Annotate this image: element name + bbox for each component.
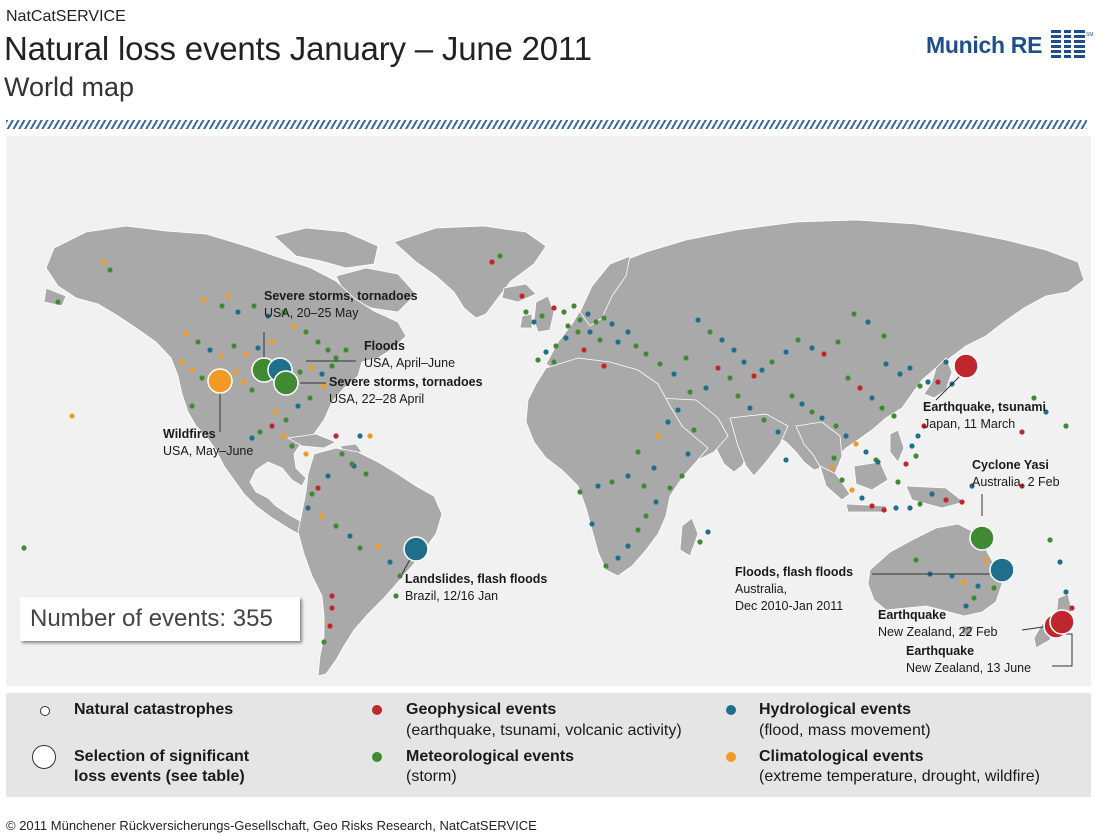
meteorological-event-dot [329, 363, 334, 368]
legend-meteorological-sub: (storm) [406, 768, 457, 785]
natural-catastrophe-dot-icon [40, 706, 50, 716]
hydrological-event-dot [695, 317, 700, 322]
climatological-event-dot [101, 259, 106, 264]
madagascar-shape [680, 518, 698, 556]
hydrological-event-dot [295, 403, 300, 408]
label-nz-june-title: Earthquake [906, 644, 975, 658]
hydrological-event-dot [587, 329, 592, 334]
geophysical-dot-icon [372, 705, 382, 715]
meteorological-event-dot [913, 453, 918, 458]
legend-geophysical-title: Geophysical events [406, 701, 557, 718]
climatological-event-dot [179, 359, 184, 364]
label-aus-floods [735, 564, 853, 615]
label-wildfires-detail: USA, May–June [163, 444, 254, 458]
meteorological-event-dot [309, 491, 314, 496]
event-marker-storms-april [274, 371, 298, 395]
meteorological-event-dot [561, 309, 566, 314]
meteorological-event-dot [539, 313, 544, 318]
meteorological-event-dot [577, 317, 582, 322]
meteorological-event-dot [1063, 423, 1068, 428]
meteorological-event-dot [601, 315, 606, 320]
hydrological-event-dot [865, 319, 870, 324]
climatological-event-dot [233, 369, 238, 374]
events-count: Number of events: 355 [30, 605, 273, 632]
meteorological-event-dot [691, 427, 696, 432]
hydrological-event-dot [907, 505, 912, 510]
hydrological-event-dot [783, 457, 788, 462]
climatological-event-dot [269, 339, 274, 344]
hydrological-event-dot [357, 433, 362, 438]
hydrological-event-dot [325, 473, 330, 478]
hydrological-event-dot [543, 349, 548, 354]
climatological-event-dot [243, 351, 248, 356]
hydrological-event-dot [665, 419, 670, 424]
climatological-dot-icon [726, 752, 736, 762]
label-nz-feb-detail: New Zealand, 22 Feb [878, 625, 998, 639]
hydrological-event-dot [625, 329, 630, 334]
meteorological-event-dot [895, 479, 900, 484]
borneo-shape [854, 462, 888, 490]
label-nz-june-detail: New Zealand, 13 June [906, 661, 1032, 675]
climatological-event-dot [849, 487, 854, 492]
geophysical-event-dot [601, 363, 606, 368]
meteorological-event-dot [597, 337, 602, 342]
event-marker-japan [954, 354, 978, 378]
hydrological-event-dot [929, 491, 934, 496]
label-floods-usa-title: Floods [364, 339, 405, 353]
hydrological-event-dot [703, 385, 708, 390]
meteorological-event-dot [667, 485, 672, 490]
meteorological-event-dot [697, 539, 702, 544]
meteorological-event-dot [397, 573, 402, 578]
meteorological-event-dot [349, 461, 354, 466]
hydrological-event-dot [809, 345, 814, 350]
meteorological-event-dot [707, 329, 712, 334]
label-nz-feb-title: Earthquake [878, 608, 947, 622]
meteorological-event-dot [917, 383, 922, 388]
label-storms-april-detail: USA, 22–28 April [329, 392, 425, 406]
label-aus-floods-detail-1: Australia, [735, 582, 788, 596]
legend-hydrological-sub: (flood, mass movement) [759, 722, 931, 739]
logo-sm-mark: SM [1086, 32, 1094, 38]
climatological-event-dot [655, 433, 660, 438]
hydrological-event-dot [615, 555, 620, 560]
label-aus-floods-detail-2: Dec 2010-Jan 2011 [735, 599, 844, 613]
hydrological-event-dot [585, 311, 590, 316]
page-subtitle: World map [4, 72, 135, 102]
meteorological-event-dot [249, 387, 254, 392]
hydrological-event-dot [759, 367, 764, 372]
climatological-event-dot [69, 413, 74, 418]
meteorological-event-dot [795, 337, 800, 342]
meteorological-event-dot [195, 339, 200, 344]
hydrological-event-dot [705, 529, 710, 534]
meteorological-event-dot [393, 593, 398, 598]
label-storms-april-title: Severe storms, tornadoes [329, 375, 483, 389]
meteorological-event-dot [735, 393, 740, 398]
hydrological-event-dot [625, 473, 630, 478]
meteorological-event-dot [231, 343, 236, 348]
service-label: NatCatSERVICE [6, 8, 126, 25]
meteorological-event-dot [679, 473, 684, 478]
meteorological-event-dot [913, 557, 918, 562]
label-storms-may-detail: USA, 20–25 May [264, 306, 359, 320]
aleutians-shape [44, 288, 66, 306]
meteorological-event-dot [633, 343, 638, 348]
logo-text: Munich RE [926, 32, 1043, 58]
label-floods-usa [364, 338, 455, 372]
hydrological-event-dot [651, 465, 656, 470]
hydrological-event-dot [869, 395, 874, 400]
label-floods-usa-detail: USA, April–June [364, 356, 456, 370]
hydrological-event-dot [305, 505, 310, 510]
meteorological-event-dot [635, 449, 640, 454]
hydrological-event-dot [685, 451, 690, 456]
geophysical-event-dot [751, 373, 756, 378]
footer-copyright: © 2011 Münchener Rückversicherungs-Gesellschaft, Geo Risks Research, NatCatSERVICE [6, 818, 537, 833]
label-aus-floods-title: Floods, flash floods [735, 565, 854, 579]
label-yasi [972, 457, 1060, 491]
legend-selection-line1: Selection of significant [74, 748, 250, 765]
legend [6, 693, 1091, 797]
hydrological-event-dot [893, 505, 898, 510]
logo-mark-icon [1051, 30, 1094, 64]
label-nz-feb [878, 607, 998, 641]
climatological-event-dot [853, 441, 858, 446]
label-storms-may [264, 288, 418, 322]
significant-event-circle-icon [32, 745, 56, 769]
label-nz-june [906, 643, 1031, 677]
meteorological-event-dot [609, 479, 614, 484]
hydrological-event-dot [625, 543, 630, 548]
meteorological-event-dot [321, 639, 326, 644]
legend-climatological-sub: (extreme temperature, drought, wildfire) [759, 768, 1040, 785]
south-america-shape [298, 448, 442, 676]
meteorological-event-dot [565, 323, 570, 328]
label-storms-april [329, 374, 483, 408]
meteorological-event-dot [55, 299, 60, 304]
meteorological-event-dot [363, 471, 368, 476]
hydrological-event-dot [915, 433, 920, 438]
geophysical-event-dot [269, 423, 274, 428]
meteorological-event-dot [251, 303, 256, 308]
climatological-event-dot [319, 513, 324, 518]
hydrological-event-dot [1063, 589, 1068, 594]
events-count-box [20, 597, 300, 641]
hydrological-event-dot [925, 379, 930, 384]
meteorological-event-dot [523, 309, 528, 314]
meteorological-event-dot [307, 395, 312, 400]
meteorological-event-dot [831, 455, 836, 460]
meteorological-event-dot [107, 267, 112, 272]
meteorological-event-dot [21, 545, 26, 550]
geophysical-event-dot [857, 385, 862, 390]
meteorological-event-dot [575, 329, 580, 334]
legend-natural-catastrophes: Natural catastrophes [74, 701, 234, 718]
hydrological-event-dot [235, 309, 240, 314]
label-japan-detail: Japan, 11 March [923, 417, 1016, 431]
meteorological-event-dot [257, 429, 262, 434]
meteorological-event-dot [283, 417, 288, 422]
hydrological-event-dot [799, 401, 804, 406]
meteorological-event-dot [333, 355, 338, 360]
meteorological-event-dot [643, 513, 648, 518]
geophysical-event-dot [519, 293, 524, 298]
munich-re-logo [926, 30, 1094, 64]
hydrological-event-dot [897, 371, 902, 376]
climatological-event-dot [961, 579, 966, 584]
meteorological-event-dot [333, 523, 338, 528]
geophysical-event-dot [315, 485, 320, 490]
meteorological-event-dot [789, 393, 794, 398]
hydrological-event-dot [783, 349, 788, 354]
climatological-event-dot [219, 353, 224, 358]
hydrological-event-dot [909, 443, 914, 448]
meteorological-event-dot [325, 347, 330, 352]
meteorological-event-dot [219, 303, 224, 308]
geophysical-event-dot [903, 461, 908, 466]
geophysical-event-dot [715, 365, 720, 370]
meteorological-event-dot [603, 563, 608, 568]
label-japan [923, 399, 1046, 433]
hydrological-event-dot [747, 405, 752, 410]
meteorological-event-dot [571, 303, 576, 308]
meteorological-event-dot [357, 545, 362, 550]
climatological-event-dot [829, 465, 834, 470]
meteorological-event-dot [839, 477, 844, 482]
climatological-event-dot [983, 557, 988, 562]
geophysical-event-dot [821, 351, 826, 356]
meteorological-event-dot [199, 375, 204, 380]
climatological-event-dot [273, 409, 278, 414]
event-marker-brazil [404, 537, 428, 561]
climatological-event-dot [189, 367, 194, 372]
meteorological-dot-icon [372, 752, 382, 762]
hydrological-event-dot [319, 371, 324, 376]
header-divider [6, 120, 1087, 129]
new-guinea-shape [906, 486, 964, 508]
hydrological-event-dot [775, 429, 780, 434]
meteorological-event-dot [835, 339, 840, 344]
meteorological-event-dot [339, 451, 344, 456]
meteorological-event-dot [845, 375, 850, 380]
hydrological-event-dot [609, 321, 614, 326]
legend-hydrological-title: Hydrological events [759, 701, 912, 718]
meteorological-event-dot [577, 489, 582, 494]
meteorological-event-dot [1047, 537, 1052, 542]
climatological-event-dot [375, 543, 380, 548]
meteorological-event-dot [657, 361, 662, 366]
leader-line-nz-june [1052, 634, 1072, 666]
meteorological-event-dot [881, 333, 886, 338]
hydrological-event-dot [975, 583, 980, 588]
label-yasi-title: Cyclone Yasi [972, 458, 1049, 472]
meteorological-event-dot [809, 409, 814, 414]
hydrological-event-dot [207, 347, 212, 352]
legend-meteorological-title: Meteorological events [406, 748, 575, 765]
label-storms-may-title: Severe storms, tornadoes [264, 289, 418, 303]
climatological-event-dot [367, 433, 372, 438]
hydrological-event-dot [883, 361, 888, 366]
geophysical-event-dot [489, 259, 494, 264]
label-wildfires [163, 426, 253, 460]
hydrological-dot-icon [726, 705, 736, 715]
climatological-event-dot [225, 293, 230, 298]
hydrological-event-dot [907, 365, 912, 370]
hydrological-event-dot [1057, 559, 1062, 564]
label-brazil [405, 571, 547, 605]
hydrological-event-dot [863, 449, 868, 454]
meteorological-event-dot [761, 417, 766, 422]
meteorological-event-dot [551, 359, 556, 364]
meteorological-event-dot [833, 423, 838, 428]
climatological-event-dot [281, 433, 286, 438]
geophysical-event-dot [329, 593, 334, 598]
hydrological-event-dot [255, 345, 260, 350]
meteorological-event-dot [991, 585, 996, 590]
meteorological-event-dot [297, 369, 302, 374]
geophysical-event-dot [329, 605, 334, 610]
label-brazil-detail: Brazil, 12/16 Jan [405, 589, 499, 603]
meteorological-event-dot [687, 389, 692, 394]
hydrological-event-dot [615, 339, 620, 344]
hydrological-event-dot [589, 521, 594, 526]
meteorological-event-dot [683, 355, 688, 360]
hydrological-event-dot [875, 459, 880, 464]
page-title: Natural loss events January – June 2011 [4, 30, 592, 67]
hydrological-event-dot [731, 347, 736, 352]
hydrological-event-dot [819, 415, 824, 420]
climatological-event-dot [291, 323, 296, 328]
meteorological-event-dot [553, 343, 558, 348]
legend-selection-line2: loss events (see table) [74, 768, 245, 785]
geophysical-event-dot [943, 497, 948, 502]
meteorological-event-dot [303, 329, 308, 334]
meteorological-event-dot [289, 443, 294, 448]
meteorological-event-dot [635, 527, 640, 532]
climatological-event-dot [183, 331, 188, 336]
hydrological-event-dot [671, 371, 676, 376]
hydrological-event-dot [741, 359, 746, 364]
legend-geophysical-sub: (earthquake, tsunami, volcanic activity) [406, 722, 682, 739]
meteorological-event-dot [971, 595, 976, 600]
meteorological-event-dot [497, 253, 502, 258]
event-marker-wildfires [208, 369, 232, 393]
hydrological-event-dot [387, 559, 392, 564]
climatological-event-dot [321, 383, 326, 388]
hydrological-event-dot [719, 337, 724, 342]
geophysical-event-dot [869, 503, 874, 508]
philippines-shape [890, 430, 904, 462]
geophysical-event-dot [959, 499, 964, 504]
legend-climatological-title: Climatological events [759, 748, 924, 765]
climatological-event-dot [241, 379, 246, 384]
hydrological-event-dot [653, 499, 658, 504]
climatological-event-dot [309, 365, 314, 370]
meteorological-event-dot [315, 339, 320, 344]
meteorological-event-dot [851, 311, 856, 316]
label-wildfires-title: Wildfires [163, 427, 216, 441]
geophysical-event-dot [551, 305, 556, 310]
meteorological-event-dot [917, 501, 922, 506]
meteorological-event-dot [879, 405, 884, 410]
climatological-event-dot [303, 451, 308, 456]
meteorological-event-dot [641, 483, 646, 488]
geophysical-event-dot [333, 433, 338, 438]
hydrological-event-dot [675, 407, 680, 412]
meteorological-event-dot [643, 351, 648, 356]
meteorological-event-dot [593, 319, 598, 324]
event-marker-aus-floods [990, 558, 1014, 582]
geophysical-event-dot [881, 507, 886, 512]
hydrological-event-dot [531, 319, 536, 324]
hydrological-event-dot [563, 335, 568, 340]
climatological-event-dot [201, 297, 206, 302]
event-marker-yasi [970, 526, 994, 550]
geophysical-event-dot [1069, 605, 1074, 610]
meteorological-event-dot [189, 403, 194, 408]
geophysical-event-dot [581, 347, 586, 352]
meteorological-event-dot [343, 347, 348, 352]
event-marker-nz-june [1050, 610, 1074, 634]
meteorological-event-dot [891, 413, 896, 418]
label-japan-title: Earthquake, tsunami [923, 400, 1046, 414]
meteorological-event-dot [769, 359, 774, 364]
hydrological-event-dot [943, 359, 948, 364]
geophysical-event-dot [935, 379, 940, 384]
geophysical-event-dot [327, 623, 332, 628]
label-yasi-detail: Australia, 2 Feb [972, 475, 1060, 489]
hydrological-event-dot [595, 483, 600, 488]
hydrological-event-dot [843, 433, 848, 438]
uk-shape [534, 296, 554, 332]
label-brazil-title: Landslides, flash floods [405, 572, 548, 586]
meteorological-event-dot [535, 357, 540, 362]
meteorological-event-dot [727, 375, 732, 380]
hydrological-event-dot [347, 533, 352, 538]
hydrological-event-dot [859, 495, 864, 500]
ireland-shape [520, 314, 532, 328]
